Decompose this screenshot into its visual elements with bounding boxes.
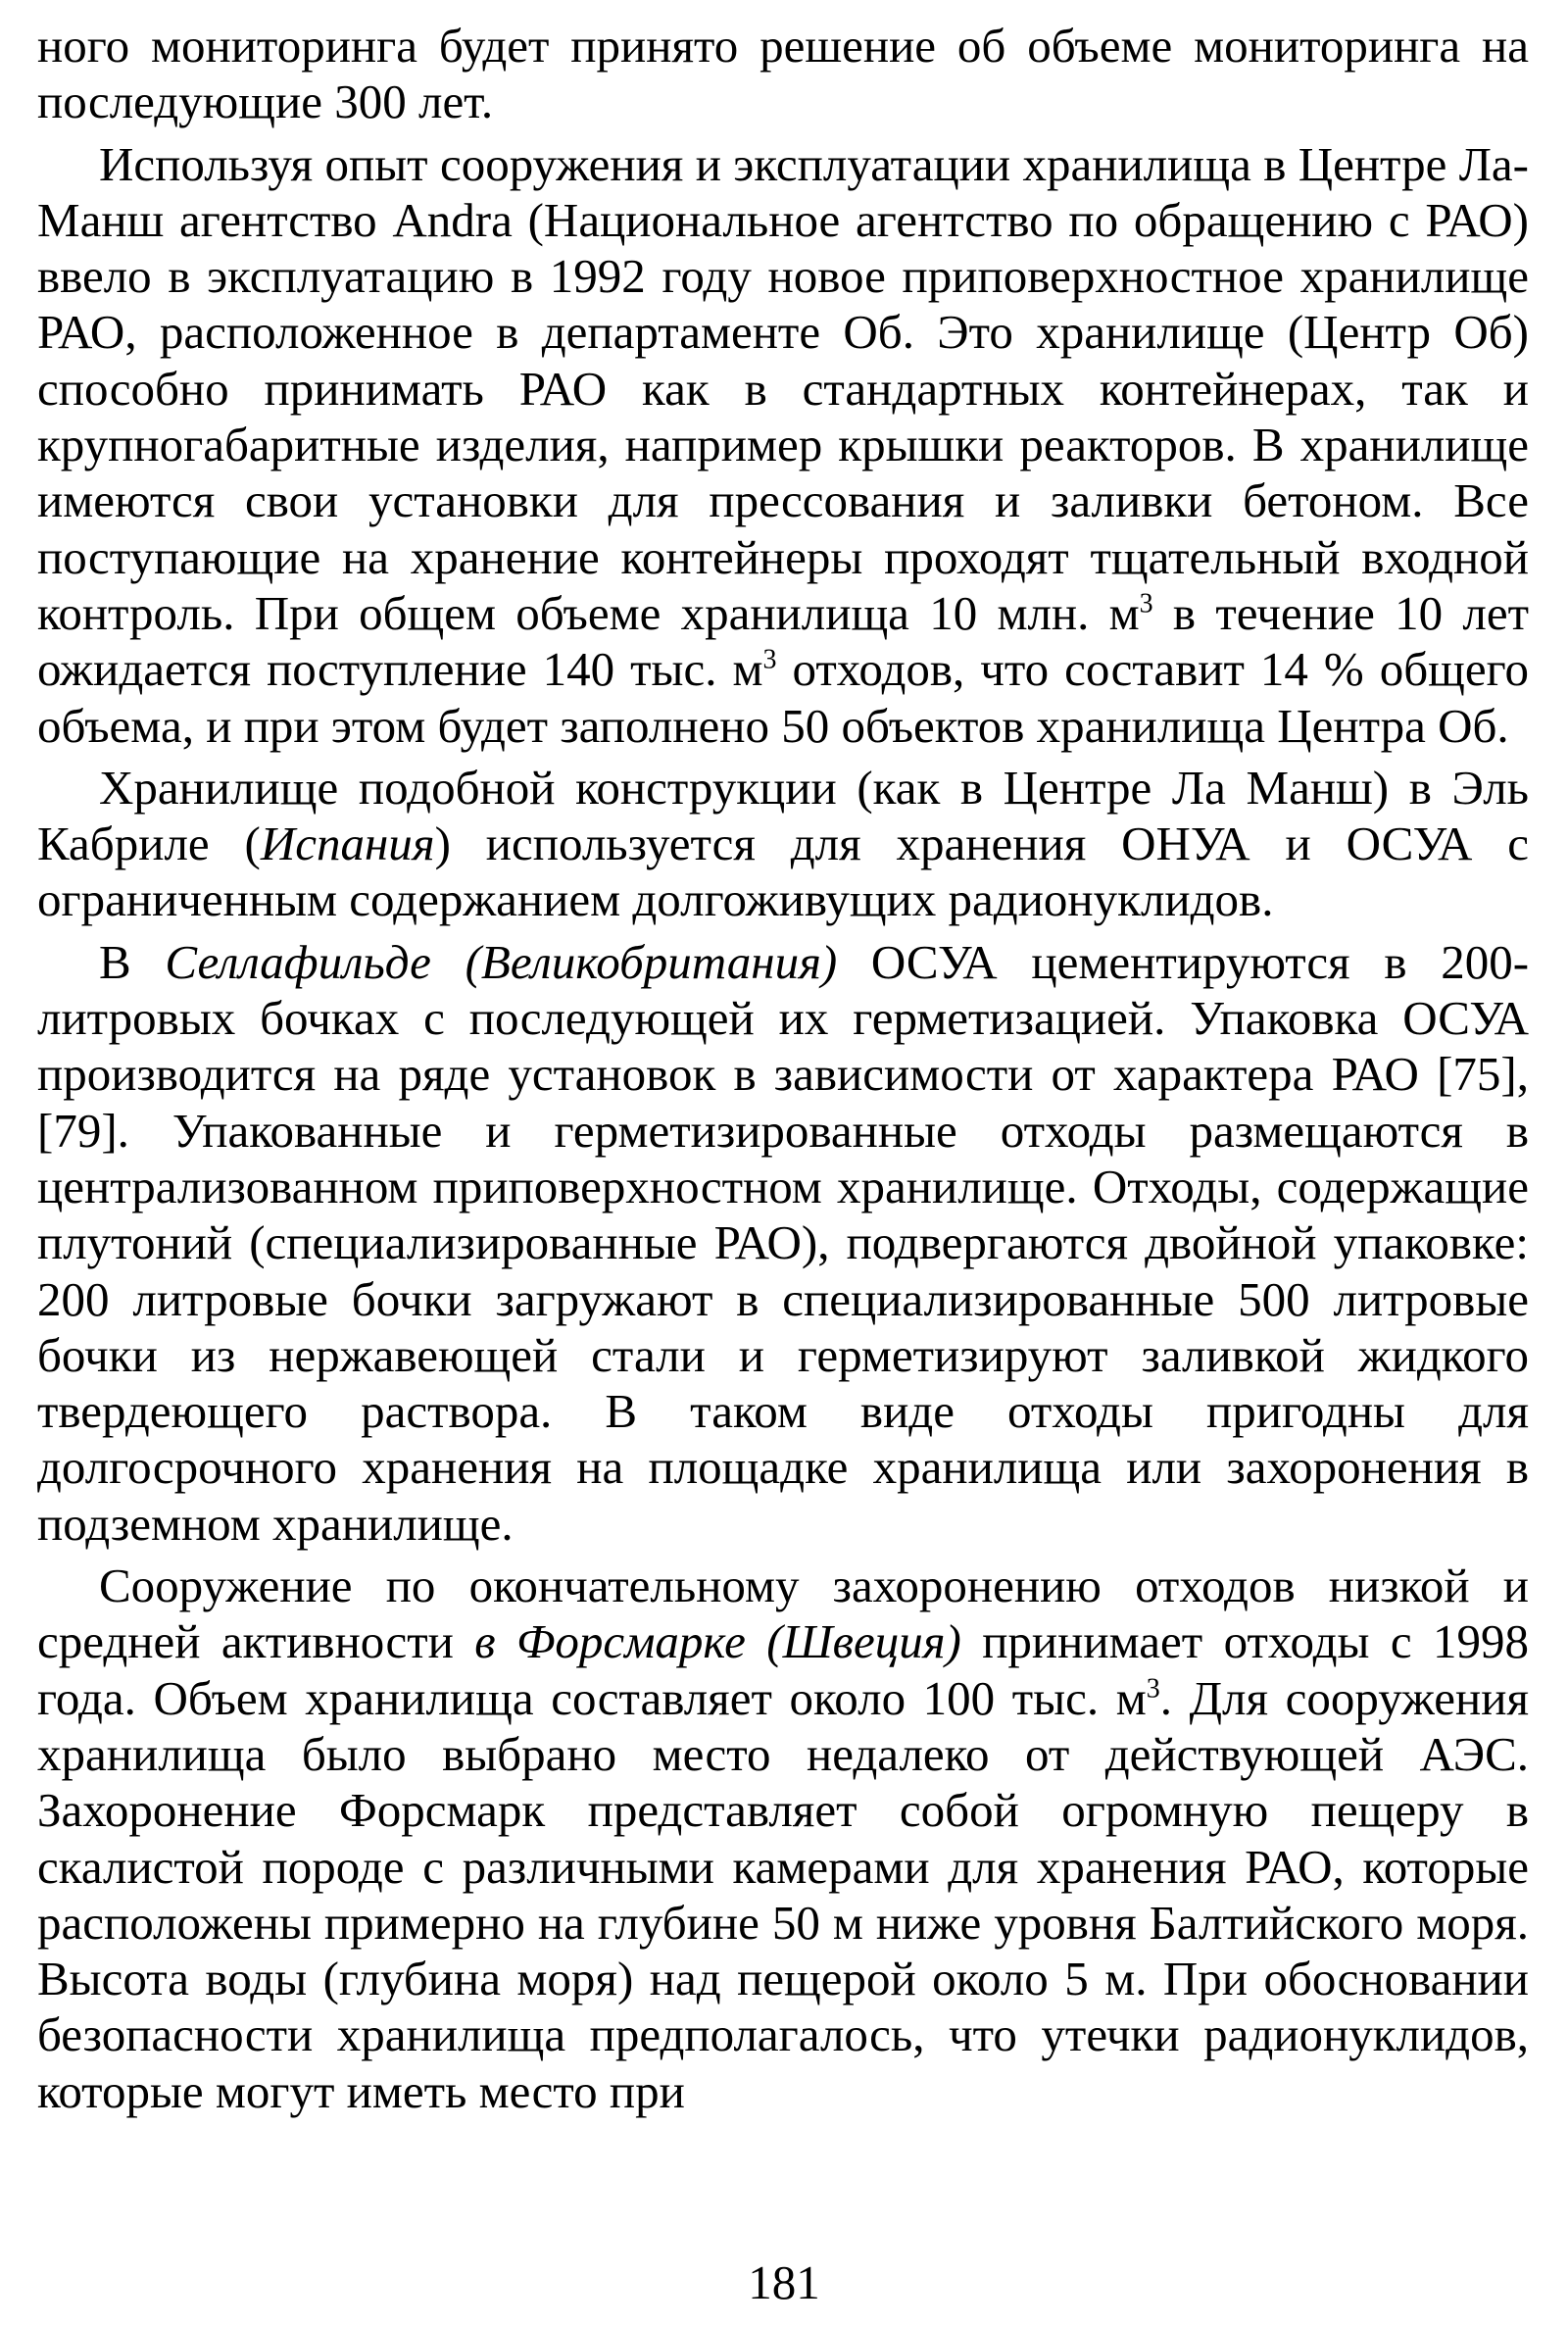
paragraph-text: ОСУА цементируются в 200-литровых бочках с последующей их герметизацией. Упаковка ОСУА производится на ряде установок в зависимости от характера РАО [75], [79]. Упакованные и герметизированные отходы размещаются в централизованном приповерхностном хранилище. Отходы, содержащие плутоний (специализированные РАО), подвергаются двойной упаковке: 200 литровые бочки загружают в специализированные 500 литровые бочки из нержавеющей стали и герметизируют заливкой жидкого твердеющего раствора. В таком виде отходы пригодны для долгосрочного хранения на площадке хранилища или захоронения в подземном хранилище. [37,934,1530,1551]
paragraph-text: ного мониторинга будет принято решение об объеме мониторинга на последующие 300 лет. [37,19,1529,129]
superscript-exponent: 3 [1139,588,1153,619]
paragraph-text: Используя опыт сооружения и эксплуатации хранилища в Центре Ла-Манш агентство Andra (Национальное агентство по обращению с РАО) ввело в эксплуатацию в 1992 году новое приповерхностное хранилище РАО, расположенное в департаменте Об. Это хранилище (Центр Об) способно принимать РАО как в стандартных контейнерах, так и крупногабаритные изделия, например крышки реакторов. В хранилище имеются свои установки для прессования и заливки бетоном. Все поступающие на хранение контейнеры проходят тщательный входной контроль. При общем объеме хранилища 10 млн. м [37,136,1529,640]
paragraph-text: принимает отходы с 1998 года. Объем хранилища составляет около 100 тыс. м [37,1614,1529,1725]
page-number: 181 [748,2255,820,2309]
paragraph-text: Сооружение по окончательному захоронению отходов низкой и средней активности [37,1559,1529,1669]
superscript-exponent: 3 [762,644,777,675]
paragraph-text: Хранилище подобной конструкции (как в Центре Ла Манш) в Эль Кабриле ( [37,760,1529,871]
superscript-exponent: 3 [1146,1673,1160,1705]
italic-country-name: Испания [260,817,435,871]
paragraph-text: в течение 10 лет ожидается поступление 140 тыс. м [37,585,1530,697]
italic-place-name: Селлафильде (Великобритания) [165,934,838,989]
italic-place-name: в Форсмарке (Швеция) [474,1614,961,1669]
paragraph-text: В [99,934,166,989]
document-page [37,18,1529,2119]
paragraph-3 [37,760,1529,928]
paragraph-5 [37,1558,1529,2119]
paragraph-1 [37,18,1529,130]
paragraph-2 [37,136,1529,754]
paragraph-4 [37,934,1529,1552]
paragraph-text: отходов, что составит 14 % общего объема, и при этом будет заполнено 50 объектов хранилища Центра Об. [37,642,1529,753]
paragraph-text: ) используется для хранения ОНУА и ОСУА с ограниченным содержанием долгоживущих радионуклидов. [37,817,1529,927]
paragraph-text: . Для сооружения хранилища было выбрано место недалеко от действующей АЭС. Захоронение Форсмарк представляет собой огромную пещеру в скалистой породе с различными камерами для хранения РАО, которые расположены примерно на глубине 50 м ниже уровня Балтийского моря. Высота воды (глубина моря) над пещерой около 5 м. При обосновании безопасности хранилища предполагалось, что утечки радионуклидов, которые могут иметь место при [37,1670,1529,2118]
